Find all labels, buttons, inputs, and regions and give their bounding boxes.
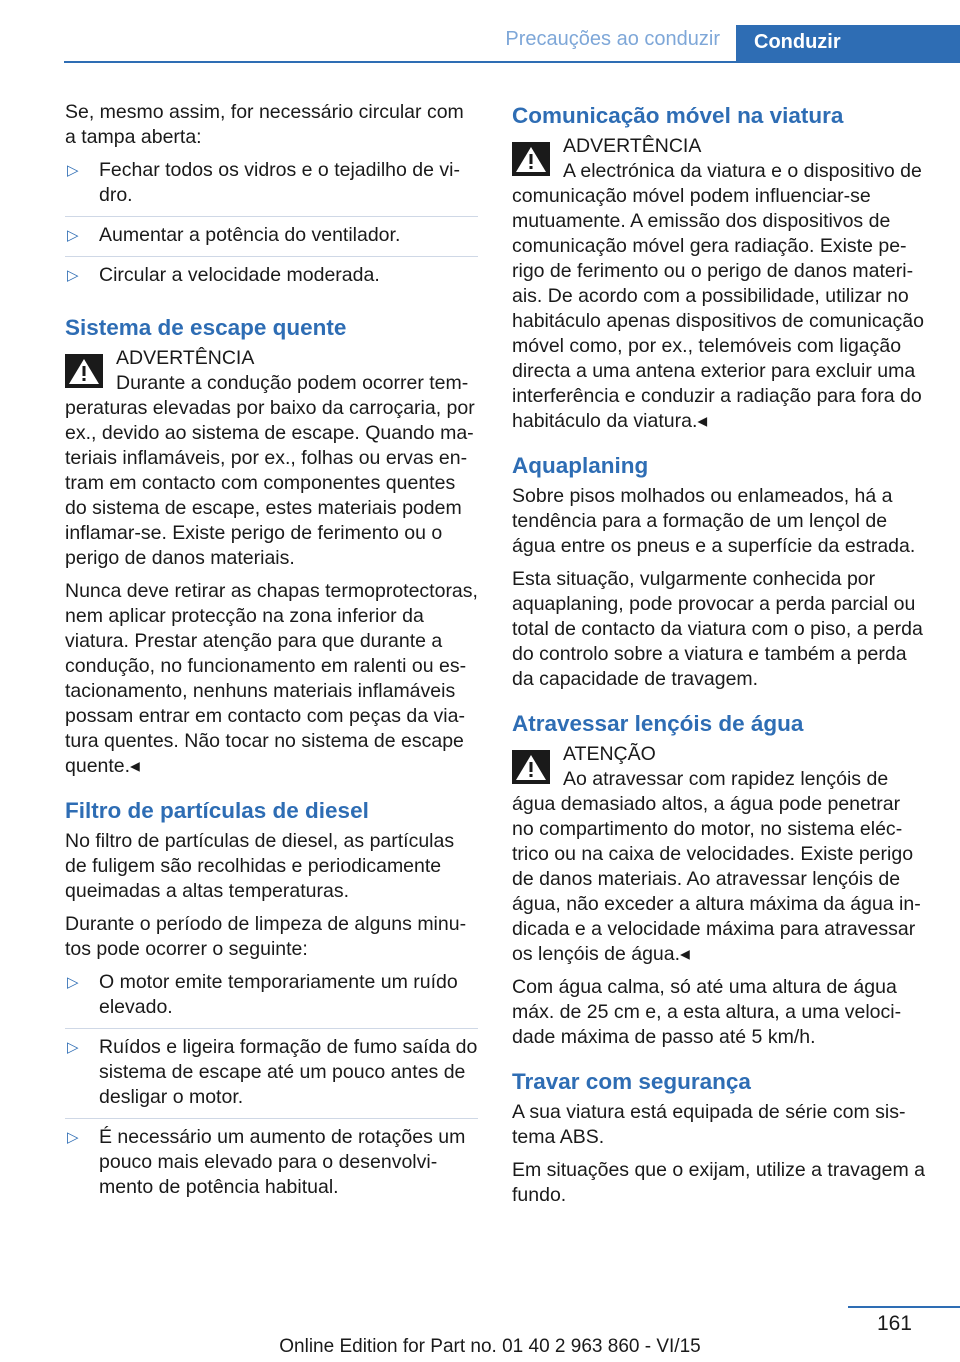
open-lid-list	[65, 158, 478, 296]
intro-paragraph: Se, mesmo assim, for necessário circular com a tampa aberta:	[65, 101, 464, 148]
list-item: ▷ Ruídos e ligeira formação de fumo saída do sistema de escape até um pouco antes de desligar o motor.	[65, 1035, 478, 1119]
right-column	[512, 100, 927, 1216]
heading-mobile: Comunicação móvel na viatura	[512, 103, 844, 128]
heading-water: Atravessar lençóis de água	[512, 711, 804, 736]
warning-text: Ao atravessar com rapidez lençóis de água demasiado altos, a água pode penetrar no compartimento do motor, no sistema eléctrico ou na caixa de velocidades. Existe perigo de danos materiais. Ao atravessar lençóis de água, não exceder a altura máxima da água indicada e a velocidade máxima para atravessar os lençóis de água.◂	[512, 768, 921, 965]
warning-block-exhaust	[65, 346, 478, 571]
heading-aquaplaning: Aquaplaning	[512, 453, 649, 478]
footer-rule	[848, 1306, 960, 1308]
brake-para-1: A sua viatura está equipada de série com sistema ABS.	[512, 1101, 906, 1148]
warning-title: ADVERTÊNCIA	[563, 135, 702, 157]
water-body: Com água calma, só até uma altura de água máx. de 25 cm e, a esta altura, a uma velocidade máxima de passo até 5 km/h.	[512, 976, 902, 1048]
warning-title: ATENÇÃO	[563, 743, 656, 765]
brake-para-2: Em situações que o exijam, utilize a travagem a fundo.	[512, 1159, 925, 1206]
list-item: ▷ Fechar todos os vidros e o tejadilho de vidro.	[65, 158, 478, 217]
warning-title: ADVERTÊNCIA	[116, 347, 255, 369]
warning-block-water	[512, 742, 927, 967]
warning-triangle-icon	[512, 142, 550, 176]
list-item: ▷ É necessário um aumento de rotações um pouco mais elevado para o desenvolvimento de potência habitual.	[67, 1126, 466, 1198]
chapter-tab[interactable]: Conduzir	[736, 25, 960, 62]
section-title: Precauções ao conduzir	[505, 28, 720, 50]
list-item: ▷ Aumentar a potência do ventilador.	[65, 223, 478, 257]
heading-exhaust: Sistema de escape quente	[65, 315, 347, 340]
diesel-para-1: No filtro de partículas de diesel, as partículas de fuligem são recolhidas e periodicamente queimadas a altas temperaturas.	[65, 830, 455, 902]
aquaplaning-para-2: Esta situação, vulgarmente conhecida por aquaplaning, pode provocar a perda parcial ou total de contacto da viatura com o piso, a perda do controlo sobre a viatura e também a perda da capacidade de travagem.	[512, 568, 923, 690]
list-item: ▷ O motor emite temporariamente um ruído elevado.	[65, 970, 478, 1029]
warning-triangle-icon	[512, 750, 550, 784]
header-rule	[64, 61, 960, 63]
diesel-list	[65, 970, 478, 1208]
triangle-right-icon: ▷	[67, 1039, 79, 1056]
warning-block-mobile	[512, 134, 927, 434]
edition-line: Online Edition for Part no. 01 40 2 963 860 - VI/15	[279, 1336, 701, 1357]
list-item: ▷ Circular a velocidade moderada.	[67, 264, 380, 286]
triangle-right-icon: ▷	[67, 162, 79, 179]
triangle-right-icon: ▷	[67, 227, 79, 244]
triangle-right-icon: ▷	[67, 267, 79, 284]
triangle-right-icon: ▷	[67, 974, 79, 991]
heading-brake: Travar com segurança	[512, 1069, 751, 1094]
triangle-right-icon: ▷	[67, 1129, 79, 1146]
warning-text: A electrónica da viatura e o dispositivo de comunicação móvel podem influenciar-se mutuamente. A emissão dos dispositivos de comunicação móvel gera radiação. Existe perigo de ferimento ou o perigo de danos materiais. De acordo com a possibilidade, utilizar no habitáculo apenas dispositivos de comunicação móvel como, por ex., telemóveis com ligação directa a uma antena exterior para excluir uma interferência e conduzir a radiação para fora do habitáculo da viatura.◂	[512, 160, 924, 432]
left-column	[65, 100, 478, 1214]
diesel-para-2: Durante o período de limpeza de alguns minutos pode ocorrer o seguinte:	[65, 913, 467, 960]
warning-text: Durante a condução podem ocorrer temperaturas elevadas por baixo da carroçaria, por ex., devido ao sistema de escape. Quando materiais inflamáveis, por ex., folhas ou ervas entram em contacto com componentes quentes do sistema de escape, estes materiais podem inflamar-se. Existe perigo de ferimento ou o perigo de danos materiais.	[65, 372, 475, 569]
exhaust-body: Nunca deve retirar as chapas termoprotectoras, nem aplicar protecção na zona inferior da viatura. Prestar atenção para que durante a condução, no funcionamento em ralenti ou estacionamento, nenhuns materiais inflamáveis possam entrar em contacto com peças da viatura quentes. Não tocar no sistema de escape quente.◂	[65, 580, 478, 777]
warning-triangle-icon	[65, 354, 103, 388]
heading-diesel: Filtro de partículas de diesel	[65, 798, 369, 823]
page-number: 161	[876, 1312, 912, 1335]
page-header	[0, 0, 960, 62]
aquaplaning-para-1: Sobre pisos molhados ou enlameados, há a tendência para a formação de um lençol de água entre os pneus e a superfície da estrada.	[512, 485, 916, 557]
